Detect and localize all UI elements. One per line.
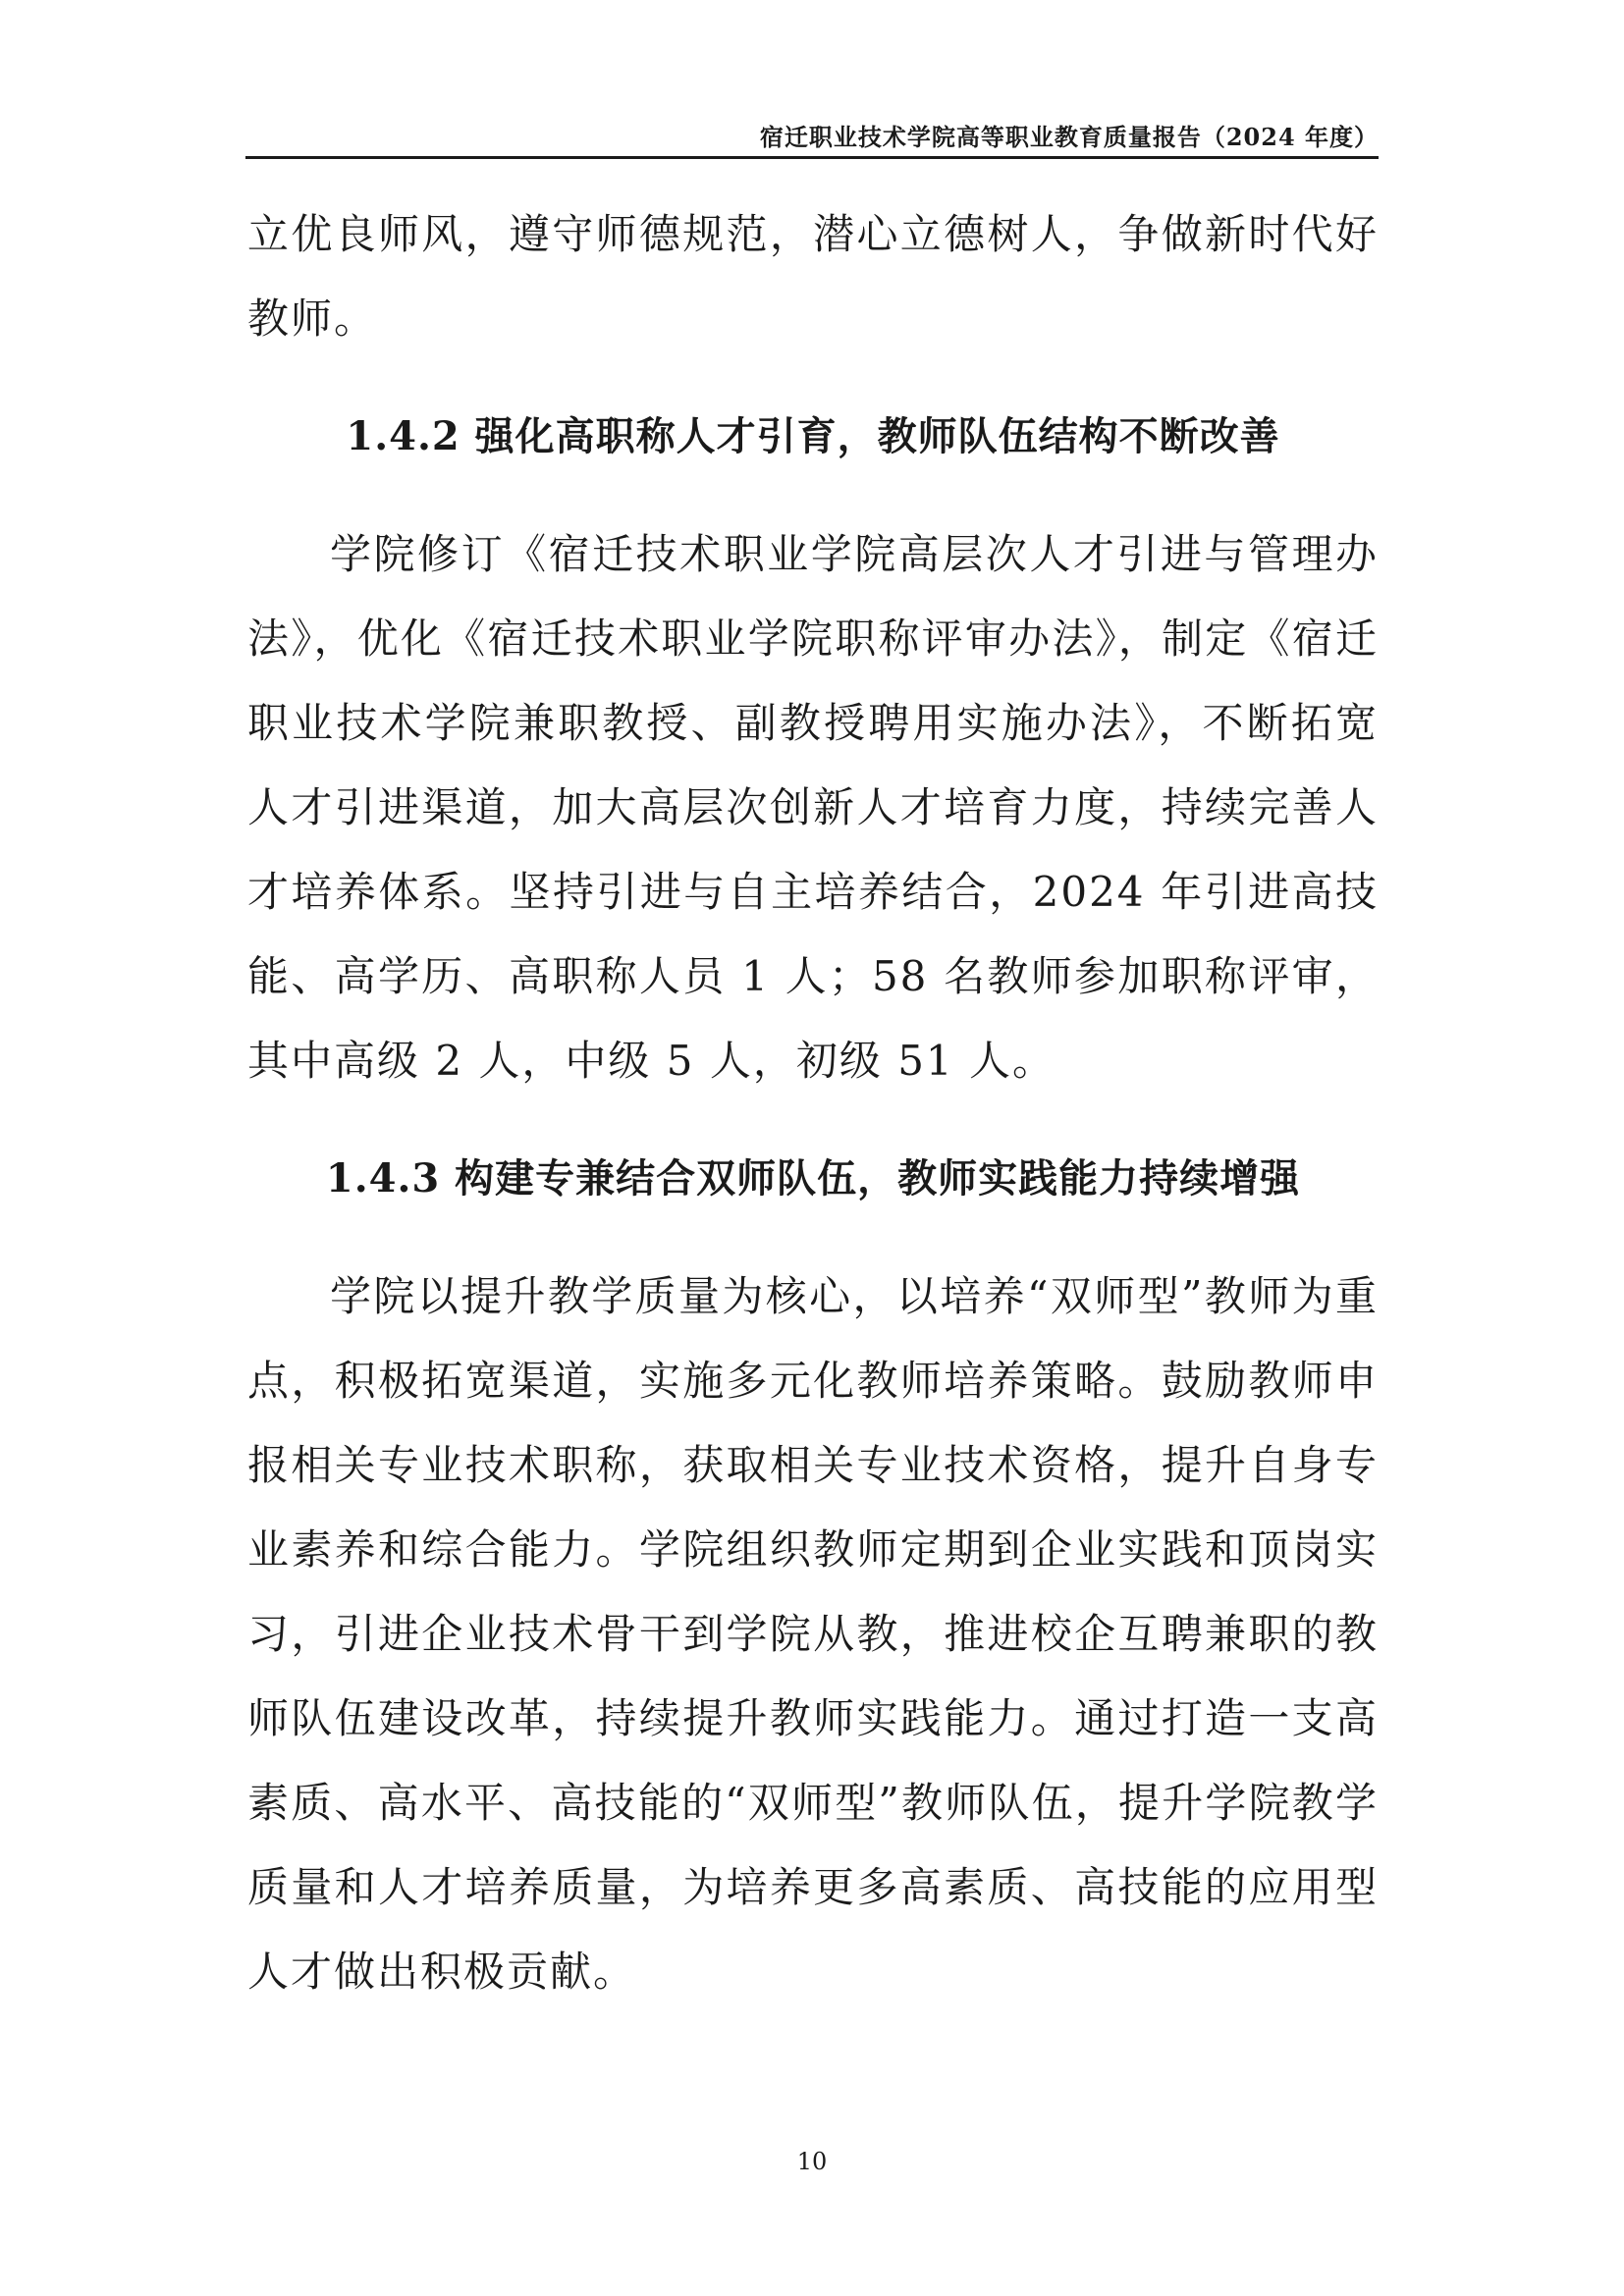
intro-paragraph-continuation: 立优良师风，遵守师德规范，潜心立德树人，争做新时代好教师。 [247, 210, 1379, 343]
section-paragraph-1-4-2: 学院修订《宿迁技术职业学院高层次人才引进与管理办法》，优化《宿迁技术职业学院职称评审办法》，制定《宿迁职业技术学院兼职教授、副教授聘用实施办法》，不断拓宽人才引进渠道，加大高层次创新人才培育力度，持续完善人才培养体系。坚持引进与自主培养结合，2024 年引进高技能、高学历、高职称人员 1 人；58 名教师参加职称评审，其中高级 2 人，中级 5 人，初级 51 人。 [247, 530, 1379, 1085]
spacer [247, 361, 1379, 395]
page-number: 10 [796, 2148, 828, 2175]
section-heading-1-4-2: 1.4.2 强化高职称人才引育，教师队伍结构不断改善 [346, 413, 1280, 459]
spacer [247, 1221, 1379, 1255]
document-body [247, 192, 1379, 2014]
section-paragraph-1-4-3: 学院以提升教学质量为核心，以培养“双师型”教师为重点，积极拓宽渠道，实施多元化教师培养策略。鼓励教师申报相关专业技术职称，获取相关专业技术资格，提升自身专业素养和综合能力。学院组织教师定期到企业实践和顶岗实习，引进企业技术骨干到学院从教，推进校企互聘兼职的教师队伍建设改革，持续提升教师实践能力。通过打造一支高素质、高水平、高技能的“双师型”教师队伍，提升学院教学质量和人才培养质量，为培养更多高素质、高技能的应用型人才做出积极贡献。 [247, 1272, 1379, 1996]
page-header [245, 116, 1379, 159]
spacer [247, 479, 1379, 512]
section-heading-1-4-3: 1.4.3 构建专兼结合双师队伍，教师实践能力持续增强 [325, 1155, 1301, 1201]
running-header-title: 宿迁职业技术学院高等职业教育质量报告（2024 年度） [759, 123, 1379, 151]
spacer [247, 1103, 1379, 1137]
